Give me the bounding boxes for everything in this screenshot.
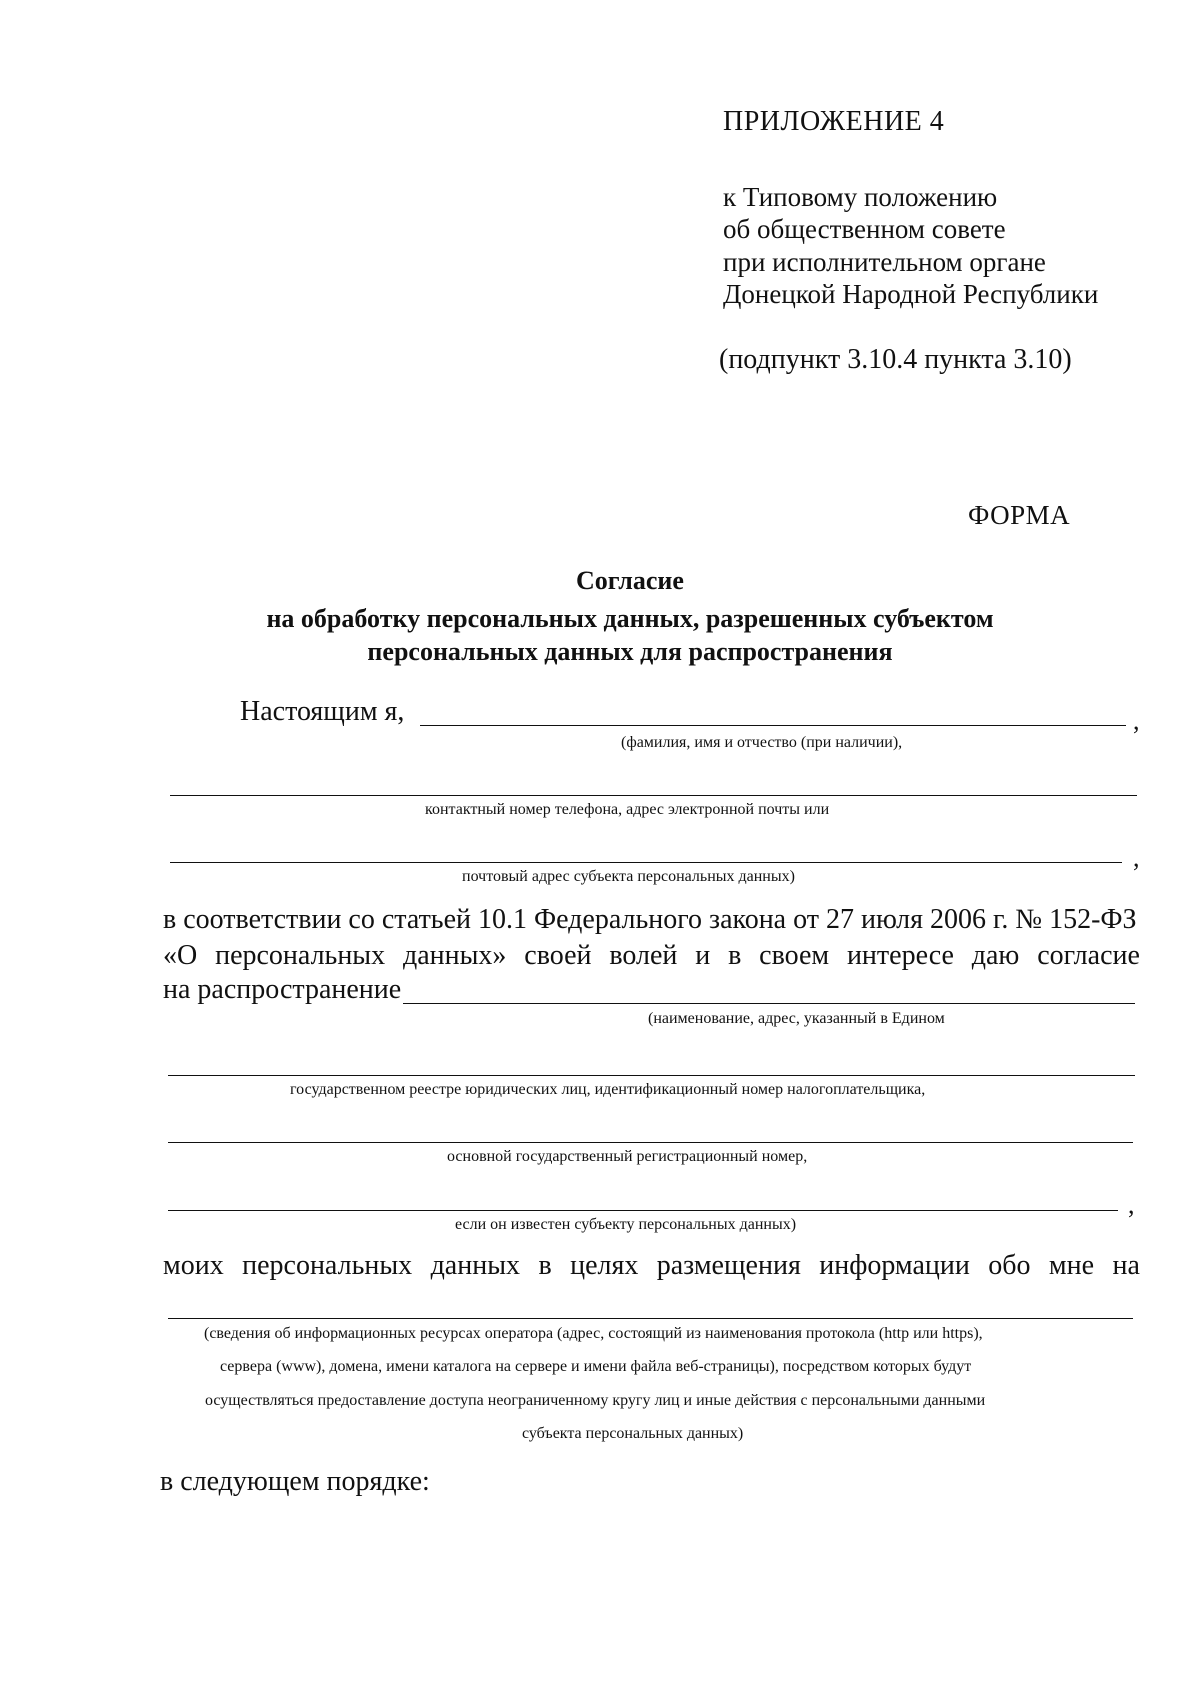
word: персональных [242,1250,413,1281]
appendix-line-3: при исполнительном органе [723,247,1046,277]
operator-name-field-line[interactable] [403,1003,1135,1004]
word: волей [609,940,678,971]
caption-resources-1: (сведения об информационных ресурсах оператора (адрес, состоящий из наименования протокола (http или https), [204,1325,983,1342]
word: персональных [215,940,386,971]
caption-resources-3: осуществляться предоставление доступа неограниченному кругу лиц и иные действия с персональными данными [205,1392,986,1409]
appendix-line-1: к Типовому положению [723,182,998,212]
word: моих [163,1250,224,1281]
word: размещения [656,1250,801,1281]
word: на [1112,1250,1140,1281]
word: в [538,1250,552,1281]
caption-fio: (фамилия, имя и отчество (при наличии), [621,734,903,751]
caption-resources-4: субъекта персональных данных) [522,1425,744,1442]
fio-field-line[interactable] [420,725,1126,726]
ogrn-field-line[interactable] [168,1142,1133,1143]
word: информации [819,1250,970,1281]
appendix-reference: (подпункт 3.10.4 пункта 3.10) [719,344,1072,375]
paragraph-line-1: в соответствии со статьей 10.1 Федерального закона от 27 июля 2006 г. № 152-ФЗ [163,904,1137,935]
caption-resources-2: сервера (www), домена, имени каталога на сервере и имени файла веб-страницы), посредством которых будут [220,1358,972,1375]
word: интересе [846,940,954,971]
paragraph-line-2 [163,940,1140,972]
appendix-line-4: Донецкой Народной Республики [723,279,1099,309]
word: данных [430,1250,521,1281]
document-title: Согласие [576,566,684,595]
caption-ogrn: основной государственный регистрационный номер, [447,1148,808,1165]
word: согласие [1037,940,1140,971]
word: своем [759,940,830,971]
contact-field-line[interactable] [170,795,1137,796]
intro-text: Настоящим я, [240,696,405,727]
comma: , [1133,843,1140,872]
registry-field-line[interactable] [168,1075,1135,1076]
caption-registry: государственном реестре юридических лиц, идентификационный номер налогоплательщика, [290,1081,926,1098]
comma: , [1128,1190,1135,1219]
caption-known: если он известен субъекту персональных данных) [455,1216,797,1233]
comma: , [1133,706,1140,735]
word: даю [971,940,1020,971]
form-label: ФОРМА [968,500,1071,530]
paragraph-purpose [163,1250,1140,1282]
paragraph-line-3: на распространение [163,974,402,1005]
word: обо [988,1250,1031,1281]
known-field-line[interactable] [168,1210,1118,1211]
resources-field-line[interactable] [168,1318,1133,1319]
word: данных» [402,940,507,971]
caption-contact: контактный номер телефона, адрес электронной почты или [425,801,830,818]
word: в [728,940,742,971]
caption-postal: почтовый адрес субъекта персональных данных) [462,868,795,885]
word: целях [570,1250,639,1281]
word: и [695,940,711,971]
word: мне [1048,1250,1095,1281]
order-text: в следующем порядке: [160,1466,430,1497]
document-subtitle-1: на обработку персональных данных, разрешенных субъектом [266,604,994,633]
appendix-line-2: об общественном совете [723,214,1006,244]
caption-name: (наименование, адрес, указанный в Едином [648,1010,945,1027]
document-subtitle-2: персональных данных для распространения [367,637,893,666]
postal-field-line[interactable] [170,862,1122,863]
word: «О [163,940,198,971]
appendix-title: ПРИЛОЖЕНИЕ 4 [723,106,945,137]
word: своей [524,940,592,971]
